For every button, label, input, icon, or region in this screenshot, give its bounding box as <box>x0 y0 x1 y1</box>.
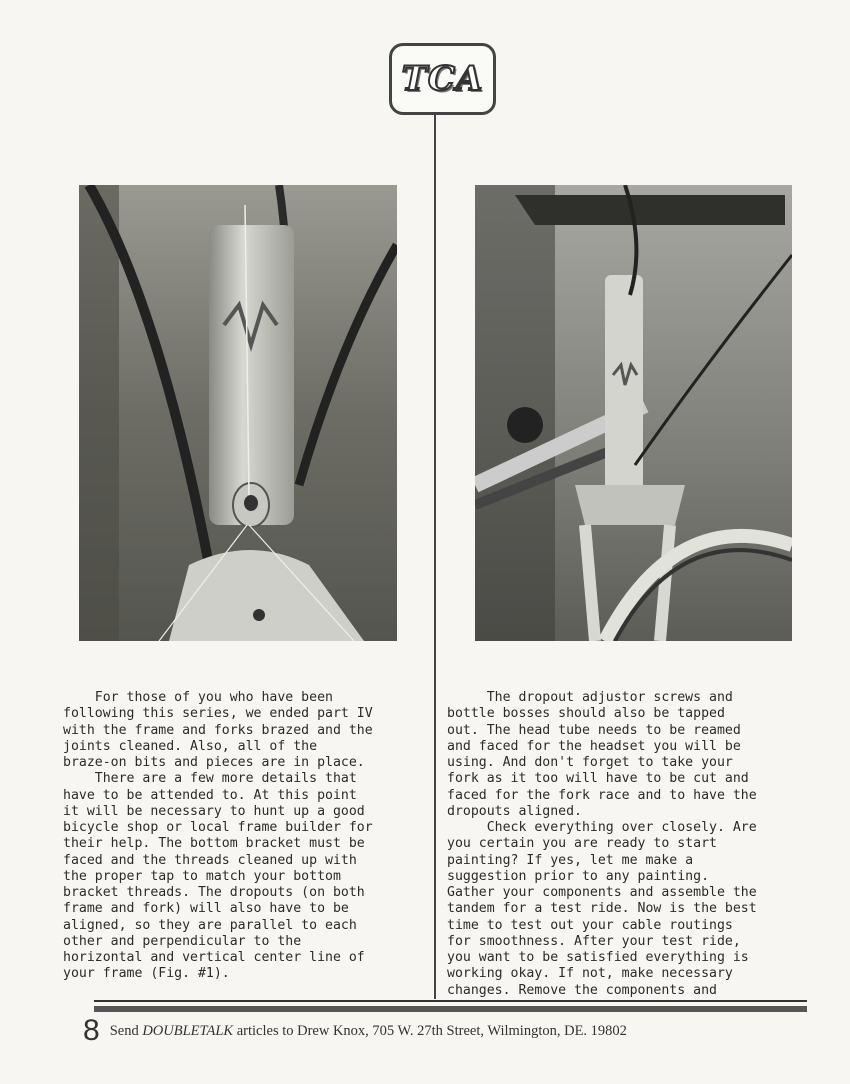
text-line: the proper tap to match your bottom <box>63 868 341 884</box>
photo-head-tube <box>79 185 397 641</box>
text-line: painting? If yes, let me make a <box>447 852 694 868</box>
text-line: aligned, so they are parallel to each <box>63 917 357 933</box>
text-line: Gather your components and assemble the <box>447 885 757 900</box>
tca-logo <box>389 43 496 115</box>
text-line: have to be attended to. At this point <box>63 787 357 803</box>
footer-address: articles to Drew Knox, 705 W. 27th Street, Wilmington, DE. 19802 <box>233 1022 627 1039</box>
text-line: horizontal and vertical center line of <box>63 950 365 965</box>
text-line: joints cleaned. Also, all of the <box>63 738 318 754</box>
text-line: The dropout adjustor screws and <box>447 690 733 705</box>
text-line: bicycle shop or local frame builder for <box>63 820 373 835</box>
text-line: you want to be satisfied everything is <box>447 950 749 965</box>
text-line: tandem for a test ride. Now is the best <box>447 901 757 917</box>
text-line: suggestion prior to any painting. <box>447 868 710 884</box>
footer-rule-thick <box>94 1006 807 1012</box>
text-line: it will be necessary to hunt up a good <box>63 803 365 819</box>
article-right-column <box>447 690 757 999</box>
text-line: bottle bosses should also be tapped <box>447 706 725 722</box>
footer-text <box>110 1023 627 1040</box>
text-line: dropouts aligned. <box>447 803 582 819</box>
logo-text: TCA <box>401 59 484 99</box>
text-line: bracket threads. The dropouts (on both <box>63 885 365 900</box>
text-line: for smoothness. After your test ride, <box>447 933 741 949</box>
column-divider <box>434 115 436 999</box>
text-line: using. And don't forget to take your <box>447 755 733 770</box>
footer-prefix: Send <box>109 1022 143 1039</box>
text-line: and faced for the headset you will be <box>447 738 741 754</box>
text-line: fork as it too will have to be cut and <box>447 771 749 787</box>
text-line: frame and fork) will also have to be <box>63 901 349 917</box>
text-line: your frame (Fig. #1). <box>63 966 230 982</box>
publication-name: DOUBLETALK <box>142 1022 234 1039</box>
text-line: time to test out your cable routings <box>447 917 733 933</box>
text-line: their help. The bottom bracket must be <box>63 836 365 852</box>
photo-frame-fork <box>475 185 792 641</box>
text-line: out. The head tube needs to be reamed <box>447 722 741 738</box>
text-line: following this series, we ended part IV <box>63 706 373 722</box>
footer-rule-thin <box>94 1000 807 1002</box>
text-line: faced and the threads cleaned up with <box>63 852 357 868</box>
text-line: braze-on bits and pieces are in place. <box>63 755 365 770</box>
text-line: working okay. If not, make necessary <box>447 966 733 982</box>
text-line: There are a few more details that <box>63 771 357 787</box>
page-number: 8 <box>83 1014 100 1047</box>
text-line: faced for the fork race and to have the <box>447 787 757 803</box>
text-line: For those of you who have been <box>63 690 333 705</box>
page-footer <box>83 1014 627 1048</box>
text-line: other and perpendicular to the <box>63 933 302 949</box>
text-line: with the frame and forks brazed and the <box>63 722 373 738</box>
article-left-column <box>63 690 373 983</box>
text-line: Check everything over closely. Are <box>447 820 757 835</box>
text-line: changes. Remove the components and <box>447 982 717 998</box>
text-line: you certain you are ready to start <box>447 836 717 852</box>
